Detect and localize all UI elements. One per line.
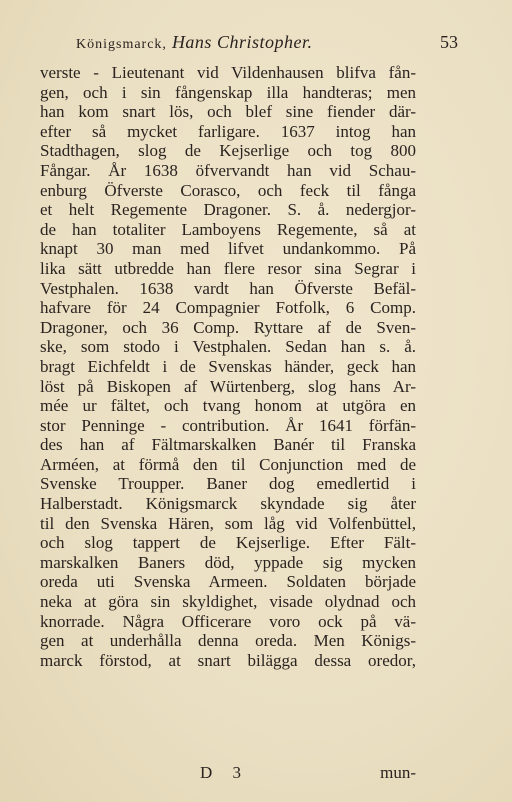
text-line: knorrade. Några Officerare voro ock på vä-: [40, 611, 416, 631]
catchword: mun-: [380, 763, 416, 782]
text-line: ske, som stodo i Vestphalen. Sedan han s. å.: [40, 337, 416, 357]
text-line: mée ur fältet, och tvang honom at utgöra en: [40, 396, 416, 416]
text-line: des han af Fältmarskalken Banér til Franska: [40, 435, 416, 455]
text-line: et helt Regemente Dragoner. S. å. nedergjor-: [40, 200, 416, 220]
text-line: gen at underhålla denna oreda. Men Königs-: [40, 631, 416, 651]
text-line: de han totaliter Lamboyens Regemente, så at: [40, 219, 416, 239]
text-line: til den Svenska Hären, som låg vid Volfenbüttel,: [40, 513, 416, 533]
text-line: Arméen, at förmå den til Conjunction med de: [40, 454, 416, 474]
running-head-given-name: Hans Christopher.: [171, 32, 313, 52]
text-line: och slog tappert de Kejserlige. Efter Fält-: [40, 533, 416, 553]
text-line: Stadthagen, slog de Kejserlige och tog 800: [40, 141, 416, 161]
text-line: löst på Biskopen af Würtenberg, slog hans Ar-: [40, 376, 416, 396]
text-line: efter så mycket farligare. 1637 intog han: [40, 121, 416, 141]
text-line: verste - Lieutenant vid Vildenhausen blifva fån-: [40, 63, 416, 82]
text-line: Dragoner, och 36 Comp. Ryttare af de Sven-: [40, 317, 416, 337]
page-number: 53: [440, 32, 458, 52]
text-line: gen, och i sin fångenskap illa handteras; men: [40, 82, 416, 102]
signature-mark: D 3: [200, 763, 250, 782]
page-header: [76, 30, 458, 56]
text-line: knapt 30 man med lifvet undankommo. På: [40, 239, 416, 259]
text-line: hafvare för 24 Compagnier Fotfolk, 6 Comp.: [40, 298, 416, 318]
text-line: Vestphalen. 1638 vardt han Öfverste Befäl-: [40, 278, 416, 298]
running-head: [76, 32, 312, 53]
text-line: Fångar. År 1638 öfvervandt han vid Schau-: [40, 160, 416, 180]
text-line: Svenske Troupper. Baner dog emedlertid i: [40, 474, 416, 494]
text-line: lika sätt utbredde han flere resor sina Segrar i: [40, 258, 416, 278]
text-line: enburg Öfverste Corasco, och feck til fånga: [40, 180, 416, 200]
text-line: marskalken Baners död, yppade sig mycken: [40, 552, 416, 572]
body-text: [40, 63, 416, 670]
text-line: Halberstadt. Königsmarck skyndade sig åter: [40, 494, 416, 514]
running-head-name: Königsmarck,: [76, 37, 167, 52]
text-line: han kom snart lös, och blef sine fiender där-: [40, 102, 416, 122]
page-footer: [40, 763, 416, 785]
text-line: oreda uti Svenska Armeen. Soldaten började: [40, 572, 416, 592]
text-line: marck förstod, at snart bilägga dessa oredor,: [40, 650, 416, 670]
text-line: stor Penninge - contribution. År 1641 förfän-: [40, 415, 416, 435]
text-line: bragt Eichfeldt i de Svenskas händer, geck han: [40, 356, 416, 376]
text-line: neka at göra sin skyldighet, visade olydnad och: [40, 592, 416, 612]
